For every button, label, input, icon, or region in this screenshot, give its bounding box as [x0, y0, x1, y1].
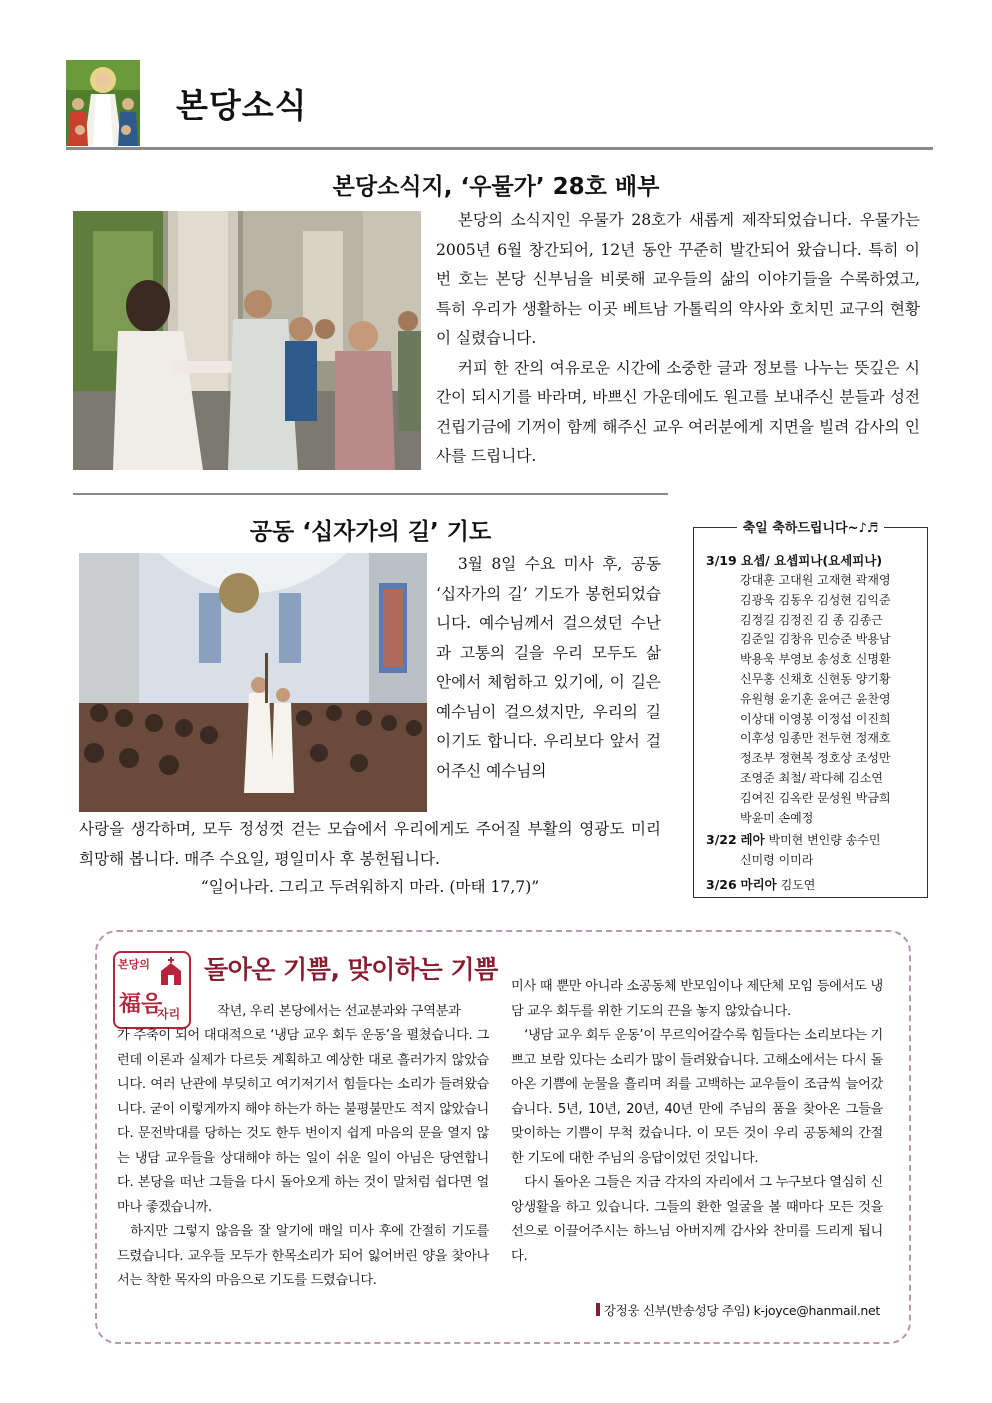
stamp-label: 본당의: [118, 958, 150, 971]
paragraph: 다시 돌아온 그들은 지금 각자의 자리에서 그 누구보다 열심히 신앙생활을 하고 있습니다. 그들의 환한 얼굴을 볼 때마다 모든 것을 선으로 이끌어주시는 하느님 아버지께 감사와 찬미를 드리게 됩니다.: [511, 1175, 883, 1264]
feast-names-line: 김준일 김창유 민승준 박용남: [740, 632, 891, 647]
feast-names-line: 정조부 정현복 정호상 조성만: [740, 751, 891, 766]
feast-date: 3/19: [706, 553, 737, 568]
article-title-newsletter: 본당소식지, ‘우물가’ 28호 배부: [332, 174, 660, 200]
paragraph: 커피 한 잔의 여유로운 시간에 소중한 글과 정보를 나누는 뜻깊은 시간이 되시기를 바라며, 바쁘신 가운데에도 원고를 보내주신 분들과 성전 건립기금에 기꺼이 함께 해주신 교우 여러분에게 지면을 빌려 감사의 인사를 드립니다.: [436, 358, 920, 465]
paragraph: 3월 8일 수요 미사 후, 공동 ‘십자가의 길’ 기도가 봉헌되었습니다. 예수님께서 걸으셨던 수난과 고통의 길을 우리 모두도 삶 안에서 체험하고 있기에, 이 길은 예수님이 걸으셨지만, 우리의 길이기도 합니다. 우리보다 앞서 걸어주신 예수님의: [436, 555, 661, 780]
feast-names-line: 신무홍 신채호 신현동 양기황: [740, 671, 891, 686]
article-body-stations: [436, 550, 661, 786]
stations-of-cross-photo: [79, 553, 427, 812]
newsletter-distribution-photo: [73, 211, 421, 470]
stamp-label: 福음: [119, 991, 163, 1017]
feast-group: [706, 551, 921, 828]
paragraph: 사랑을 생각하며, 모두 정성껏 걷는 모습에서 우리에게도 주어질 부활의 영광도 미리 희망해 봅니다. 매주 수요일, 평일미사 후 봉헌됩니다.: [79, 820, 661, 868]
paragraph: 작년, 우리 본당에서는 선교분과와 구역분과: [217, 1004, 461, 1019]
feast-group: [706, 830, 921, 871]
article-body-newsletter: [436, 206, 920, 472]
feast-names-line: 조영준 최철/ 곽다혜 김소연: [740, 770, 883, 785]
feast-names-line: 이후성 임종만 전두현 정재호: [740, 731, 891, 746]
feast-date: 3/22: [706, 832, 737, 847]
feast-saint: 요셉/ 요셉피나(요세피나): [741, 553, 883, 568]
stamp-label: 자리: [157, 1007, 181, 1021]
column-title: 돌아온 기쁨, 맞이하는 기쁨: [204, 955, 498, 984]
article-body-stations-continued: [79, 815, 661, 874]
feast-names-line: 신미령 이미라: [740, 852, 814, 867]
feast-names-line: 김광욱 김동우 김성현 김익준: [740, 592, 891, 607]
feast-day-heading: 축일 축하드립니다~♪♬: [737, 521, 885, 536]
feast-group: [706, 875, 921, 896]
scripture-quote: “일어나라. 그리고 두려워하지 마라. (마태 17,7)”: [200, 878, 540, 896]
feast-names-line: 이상대 이영봉 이정섭 이진희: [740, 711, 891, 726]
paragraph: ‘냉담 교우 회두 운동’이 무르익어갈수록 힘들다는 소리보다는 기쁘고 보람 있다는 소리가 많이 들려왔습니다. 고해소에서는 다시 돌아온 기쁨에 눈물을 흘리며 죄를 고백하는 교우들이 조금씩 늘어갔습니다. 5년, 10년, 20년, 40년 만에 주님의 품을 찾아온 그들을 맞이하는 기쁨이 무척 컸습니다. 이 모든 것이 우리 공동체의 간절한 기도에 대한 주님의 응답이었던 것입니다.: [511, 1028, 883, 1166]
header-logo-image: [66, 60, 140, 146]
feast-names-line: 김도연: [780, 878, 816, 892]
feast-names-line: 김정길 김정진 김 종 김종근: [740, 612, 883, 627]
article-title-stations: 공동 ‘십자가의 길’ 기도: [249, 519, 492, 545]
column-text: [117, 1024, 489, 1294]
feast-saint: 레아: [740, 832, 765, 847]
paragraph: 미사 때 뿐만 아니라 소공동체 반모임이나 제단체 모임 등에서도 냉담 교우 회두를 위한 기도의 끈을 놓지 않았습니다.: [511, 979, 883, 1019]
paragraph: 본당의 소식지인 우물가 28호가 새롭게 제작되었습니다. 우물가는 2005년 6월 창간되어, 12년 동안 꾸준히 발간되어 왔습니다. 특히 이번 호는 본당 신부님을 비롯해 교우들의 삶의 이야기들을 수록하였고, 특히 우리가 생활하는 이곳 베트남 가톨릭의 약사와 호치민 교구의 현황이 실렸습니다.: [436, 211, 920, 347]
gospel-seat-stamp-logo: [113, 951, 191, 1029]
signature-text: 강정웅 신부(반송성당 주임) k-joyce@hanmail.net: [603, 1303, 880, 1318]
column-text: [511, 975, 883, 1269]
feast-names-line: 강대훈 고대원 고재현 곽재영: [740, 573, 891, 587]
church-icon: [157, 955, 185, 985]
signature-bar-icon: [596, 1303, 600, 1316]
feast-saint: 마리아: [740, 877, 777, 892]
section-header-title: 본당소식: [176, 86, 308, 125]
feast-names-line: 박용욱 부영보 송성호 신명환: [740, 652, 891, 667]
feast-names-line: 유원형 윤기훈 윤여근 윤찬영: [740, 691, 891, 706]
section-divider: [73, 493, 668, 495]
feast-names-line: 박윤미 손예정: [740, 810, 814, 825]
feast-date: 3/26: [706, 877, 737, 892]
column-text: [204, 1000, 489, 1025]
feast-names-line: 박미현 변인량 송수민: [768, 833, 881, 847]
paragraph: 하지만 그렇지 않음을 잘 알기에 매일 미사 후에 간절히 기도를 드렸습니다. 교우들 모두가 한목소리가 되어 잃어버린 양을 찾아나서는 착한 목자의 마음으로 기도를 드렸습니다.: [117, 1224, 489, 1288]
paragraph: 가 주축이 되어 대대적으로 ‘냉담 교우 회두 운동’을 펼쳤습니다. 그런데 이론과 실제가 다르듯 계획하고 예상한 대로 흘러가지 않았습니다. 여러 난관에 부딪히고 여기저기서 힘들다는 소리가 들려왔습니다. 굳이 이렇게까지 해야 하는가 하는 불평불만도 적지 않았습니다. 문전박대를 당하는 것도 한두 번이지 쉽게 마음의 문을 열지 않는 냉담 교우들을 상대해야 하는 일이 쉬운 일이 아님은 당연합니다. 본당을 떠난 그들을 다시 돌아오게 하는 것이 말처럼 쉽다면 얼마나 좋겠습니까.: [117, 1028, 489, 1215]
column-signature: [540, 1301, 880, 1319]
feast-names-line: 김여진 김옥란 문성원 박금희: [740, 790, 891, 805]
header-divider: [66, 147, 933, 150]
feast-day-box: [693, 521, 928, 898]
